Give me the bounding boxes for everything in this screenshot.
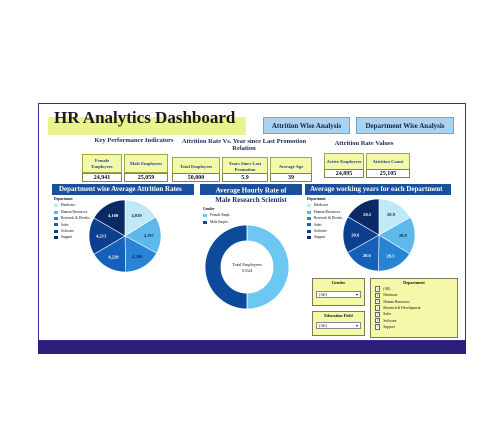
department-option-label: (All) [383, 287, 391, 292]
department-option-label: Human Resources [383, 299, 410, 304]
pie-data-label: 4,200 [132, 253, 143, 259]
department-option-label: Sales [383, 312, 391, 317]
total-employees-label: Total Employees [172, 157, 220, 176]
total-employees-value: 50,000 [172, 173, 220, 182]
active-employees-label: Active Employees [324, 153, 364, 171]
education-select-value: (All) [319, 323, 327, 328]
chart2-title-line2: Male Research Scientist [215, 196, 287, 204]
department-slicer[interactable] [370, 278, 458, 338]
average-age-label: Average Age [270, 157, 312, 176]
attrition-count-value: 25,105 [366, 169, 410, 178]
tab-attrition-wise-analysis[interactable]: Attrition Wise Analysis [263, 117, 350, 134]
chart3-legend [307, 196, 344, 241]
checkbox-icon[interactable]: ✓ [376, 318, 379, 323]
kpi-female-value: 24,941 [82, 173, 122, 182]
education-slicer-title: Education Field [324, 313, 353, 318]
years-promotion-label: Years Since Last Promotion [222, 157, 268, 176]
legend-item [54, 234, 91, 240]
chart1-title: Department wise Average Attrition Rates [59, 185, 182, 193]
kpi-title: Key Performance Indicators [94, 137, 174, 144]
average-age-value: 39 [270, 173, 312, 182]
pie-data-label: 4,039 [131, 212, 142, 218]
checkbox-icon[interactable]: ✓ [376, 286, 379, 291]
donut-segment [205, 225, 247, 309]
legend-label: Software [61, 229, 74, 234]
working-years-pie-chart [342, 198, 416, 272]
pie-data-label: 4,220 [108, 254, 119, 260]
bottom-bar [38, 341, 466, 354]
pie-data-label: 4,213 [96, 233, 107, 239]
legend-label: Male Emplo.. [210, 219, 230, 224]
checkbox-icon[interactable]: ✓ [376, 292, 379, 297]
tab-department-wise-analysis[interactable]: Department Wise Analysis [356, 117, 454, 134]
checkbox-icon[interactable]: ✓ [376, 324, 379, 329]
department-option[interactable] [375, 324, 453, 330]
attrition-count-label: Attrition Count [366, 153, 410, 171]
checkbox-icon[interactable]: ✓ [376, 311, 379, 316]
attrition-values-title: Attrition Rate Values [334, 140, 394, 147]
education-select[interactable] [316, 322, 361, 329]
donut-center-value: 5,024 [241, 268, 253, 273]
pie-data-label: 20.5 [363, 211, 372, 217]
gender-donut-chart [204, 224, 290, 310]
pie-data-label: 20.6 [351, 232, 360, 238]
donut-segment [247, 225, 289, 309]
legend-label: Support [61, 235, 73, 240]
chart3-legend-title: Department [307, 197, 326, 201]
department-option-label: Hardware [383, 293, 398, 298]
department-attrition-pie-chart [88, 199, 162, 273]
kpi-female-label: Female Employees [82, 154, 122, 173]
page-title: HR Analytics Dashboard [54, 108, 236, 127]
active-employees-value: 24,895 [324, 169, 364, 178]
chevron-down-icon: ▾ [355, 323, 358, 328]
checkbox-icon[interactable]: ✓ [376, 299, 379, 304]
gender-select[interactable] [316, 291, 361, 298]
pie-data-label: 20.6 [362, 253, 371, 259]
pie-data-label: 20.5 [386, 253, 395, 259]
legend-item [307, 234, 344, 240]
pie-data-label: 20.9 [398, 233, 407, 239]
years-promotion-value: 5.9 [222, 173, 268, 182]
legend-label: Support [314, 235, 326, 240]
chart1-legend-title: Department [54, 197, 73, 201]
attrition-rate-title: Attrition Rate Vs. Year since Last Promotion Relation [181, 138, 307, 153]
legend-label: Research & Develo.. [314, 216, 344, 221]
gender-select-value: (All) [319, 292, 327, 297]
donut-center-label: Total Employees [232, 262, 262, 267]
kpi-male-label: Male Employees [124, 154, 168, 173]
department-option-label: Research & Development [383, 306, 421, 311]
education-slicer[interactable] [312, 311, 365, 336]
legend-label: Software [314, 229, 327, 234]
pie-data-label: 4,197 [143, 232, 154, 238]
legend-label: Human Resources [61, 209, 88, 214]
legend-label: Research & Develo.. [61, 216, 91, 221]
department-slicer-title: Department [403, 280, 425, 285]
legend-label: Sales [314, 222, 322, 227]
chart2-legend-title: Gender [203, 207, 215, 211]
pie-data-label: 20.9 [386, 212, 396, 218]
chart3-title: Average working years for each Department [310, 185, 443, 193]
gender-slicer[interactable] [312, 278, 365, 306]
legend-label: Hardware [61, 203, 76, 208]
legend-label: Hardware [314, 203, 329, 208]
department-option-label: Support [383, 324, 395, 329]
kpi-male-value: 25,059 [124, 173, 168, 182]
legend-label: Female Empl.. [210, 213, 232, 218]
chart2-title-line1: Average Hourly Rate of [215, 186, 287, 195]
chart2-title-svg [200, 184, 302, 206]
checkbox-icon[interactable]: ✓ [376, 305, 379, 310]
legend-label: Human Resources [314, 209, 341, 214]
pie-data-label: 4,160 [107, 213, 119, 219]
legend-label: Sales [61, 222, 69, 227]
gender-slicer-title: Gender [331, 280, 346, 285]
chevron-down-icon: ▾ [355, 292, 358, 297]
chart2-legend [203, 206, 231, 225]
chart1-legend [54, 196, 91, 241]
department-option-label: Software [383, 318, 397, 323]
